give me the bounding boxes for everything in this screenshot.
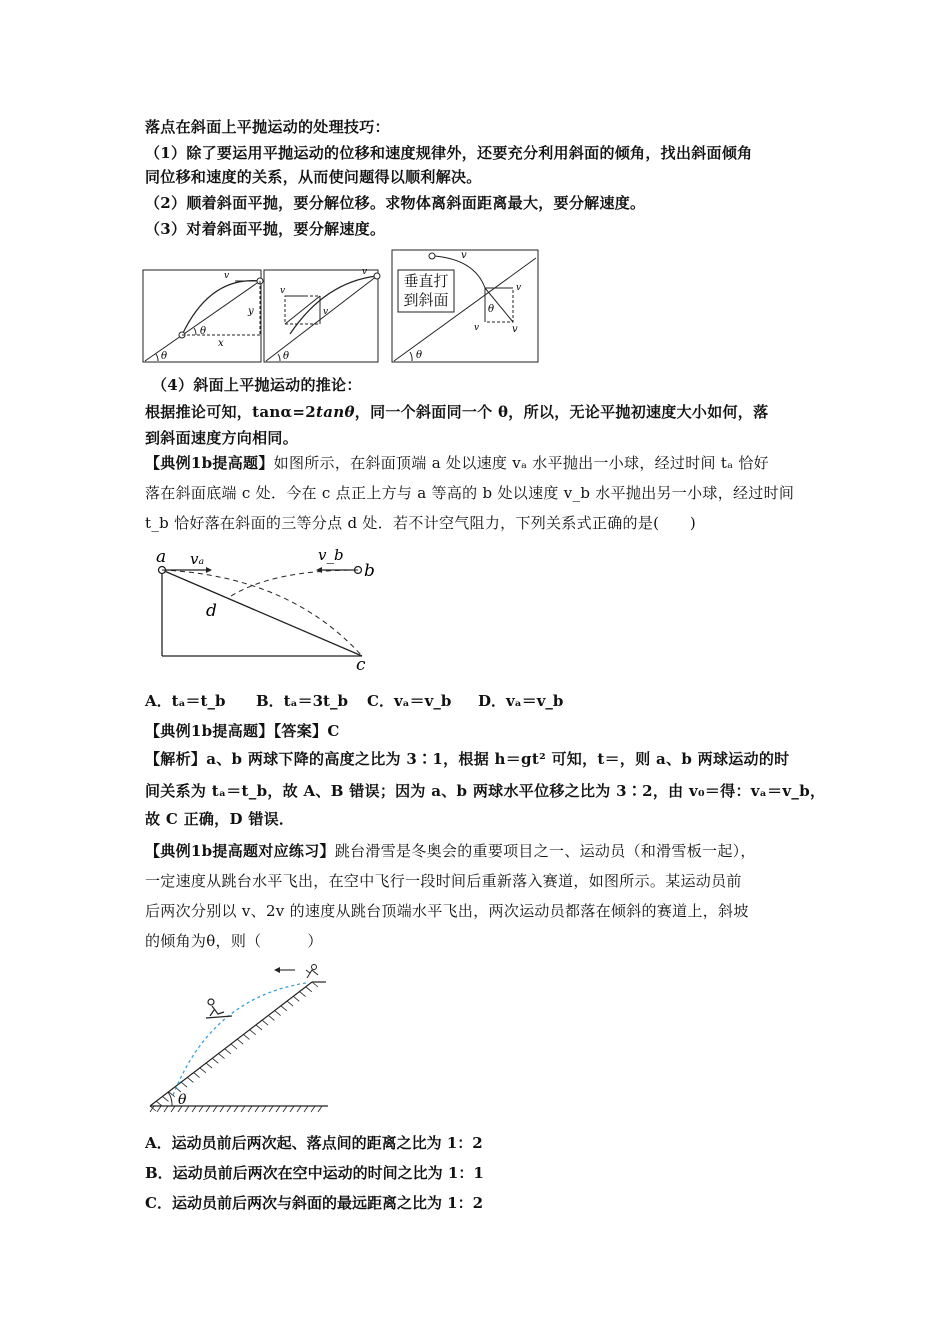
example2-option-b: B．运动员前后两次在空中运动的时间之比为 1：1 xyxy=(145,1164,484,1182)
hatch-mark xyxy=(281,1006,287,1011)
tip-line-1: （1）除了要运用平抛运动的位移和速度规律外，还要充分利用斜面的倾角，找出斜面倾角 xyxy=(145,144,753,162)
ground-hatch-mark xyxy=(318,1106,322,1112)
panel3-v-label: v xyxy=(512,324,518,335)
ground-hatch-mark xyxy=(213,1106,217,1112)
hatch-mark xyxy=(225,1049,231,1054)
slope-theta: θ xyxy=(178,1092,187,1108)
panel-displacement xyxy=(143,270,263,362)
skier-air-icon xyxy=(206,999,232,1018)
ground-hatch-mark xyxy=(255,1106,259,1112)
example1-text-1: 如图所示，在斜面顶端 a 处以速度 vₐ 水平抛出一小球，经过时间 tₐ 恰好 xyxy=(273,454,769,472)
point-b-label: b xyxy=(364,561,375,581)
hatch-mark xyxy=(237,1039,243,1044)
perpendicular-box-label: 垂直打到斜面 xyxy=(403,272,449,309)
example1-answer: 【典例1b提高题】【答案】C xyxy=(145,722,340,740)
example2-line-1 xyxy=(145,840,756,861)
inference-text-c: ，同一个斜面同一个 θ，所以，无论平抛初速度大小如何，落 xyxy=(354,403,769,421)
skier-top-icon xyxy=(306,965,318,979)
incline-projectile-figure xyxy=(140,246,540,366)
hatch-mark xyxy=(162,1096,168,1101)
ground-hatch-mark xyxy=(262,1106,266,1112)
ground-hatch-mark xyxy=(276,1106,280,1112)
tip-line-2: 同位移和速度的关系，从而使问题得以顺利解决。 xyxy=(145,168,482,186)
va-label: vₐ xyxy=(190,550,205,568)
hatch-mark xyxy=(219,1054,225,1059)
ground-hatch-mark xyxy=(311,1106,315,1112)
example1-option-c: C．vₐ＝v_b xyxy=(367,692,452,710)
panel2-theta: θ xyxy=(283,351,290,362)
hatch-mark xyxy=(275,1011,281,1016)
heading: 落点在斜面上平抛运动的处理技巧： xyxy=(145,118,390,136)
analysis-line-3: 故 C 正确，D 错误． xyxy=(145,810,295,828)
ground-hatch-mark xyxy=(206,1106,210,1112)
example1-figure xyxy=(150,546,390,676)
example1-line-2: 落在斜面底端 c 处．今在 c 点正上方与 a 等高的 b 处以速度 v_b 水平抛出另一小球，经过时间 xyxy=(145,484,795,502)
panel3-theta-2: θ xyxy=(488,304,495,315)
ski-jump-figure xyxy=(140,958,340,1118)
panel1-theta-2: θ xyxy=(200,326,207,337)
panel1-y-label: y xyxy=(248,306,254,317)
example2-line-3: 后两次分别以 v、2v 的速度从跳台顶端水平飞出，两次运动员都落在倾斜的赛道上，斜坡 xyxy=(145,902,749,920)
tip-line-3: （2）顺着斜面平抛，要分解位移。求物体离斜面距离最大，要分解速度。 xyxy=(145,194,646,212)
example1-option-b: B．tₐ＝3t_b xyxy=(256,692,348,710)
panel1-theta: θ xyxy=(161,351,168,362)
ground-hatch-mark xyxy=(192,1106,196,1112)
example1-tag: 【典例1b提高题】 xyxy=(145,454,274,472)
panel1-x-label: x xyxy=(218,338,224,349)
example1-line-1 xyxy=(145,452,769,473)
hatch-mark xyxy=(206,1063,212,1068)
hatch-mark xyxy=(300,992,306,997)
panel3-vx-label: v xyxy=(516,283,522,293)
panel3-vy-label: v xyxy=(474,323,480,333)
hatch-mark xyxy=(287,1001,293,1006)
example2-option-a: A．运动员前后两次起、落点间的距离之比为 1：2 xyxy=(145,1134,483,1152)
panel2-v0-label: v xyxy=(362,267,368,277)
ground-hatch-mark xyxy=(199,1106,203,1112)
hatch-mark xyxy=(293,996,299,1001)
vb-label: v_b xyxy=(318,546,344,564)
slope-hatching xyxy=(150,982,322,1112)
ground-hatch-mark xyxy=(304,1106,308,1112)
ground-hatch-mark xyxy=(297,1106,301,1112)
example1-line-3: t_b 恰好落在斜面的三等分点 d 处．若不计空气阻力，下列关系式正确的是( ) xyxy=(145,514,697,532)
hatch-mark xyxy=(250,1030,256,1035)
ground-hatch-mark xyxy=(269,1106,273,1112)
ground-hatch-mark xyxy=(283,1106,287,1112)
panel2-vy-label: v xyxy=(323,307,329,317)
hatch-mark xyxy=(262,1020,268,1025)
hatch-mark xyxy=(194,1073,200,1078)
example1-option-a: A．tₐ＝t_b xyxy=(145,692,226,710)
inference-title: （4）斜面上平抛运动的推论： xyxy=(152,376,362,394)
example2-line-2: 一定速度从跳台水平飞出，在空中飞行一段时间后重新落入赛道，如图所示。某运动员前 xyxy=(145,872,742,890)
panel-velocity xyxy=(264,270,380,362)
example2-line-4: 的倾角为θ，则（ ） xyxy=(145,932,323,950)
ground-hatch-mark xyxy=(234,1106,238,1112)
hatch-mark xyxy=(212,1058,218,1063)
inference-text-a: 根据推论可知，tanα=2 xyxy=(145,403,317,421)
example2-tag: 【典例1b提高题对应练习】 xyxy=(145,842,335,860)
hatch-mark xyxy=(312,982,318,987)
analysis-line-2: 间关系为 tₐ＝t_b，故 A、B 错误；因为 a、b 两球水平位移之比为 3∶2，由 v₀＝得：vₐ＝v_b， xyxy=(145,782,826,800)
ground-hatch-mark xyxy=(157,1106,161,1112)
example1-option-d: D．vₐ＝v_b xyxy=(478,692,564,710)
inference-text-b: tanθ xyxy=(316,403,355,421)
panel2-vx-label: v xyxy=(280,286,286,296)
panel3-v0-label: v xyxy=(461,250,467,261)
panel1-v0-label: v xyxy=(224,271,230,281)
point-a-label: a xyxy=(156,547,167,567)
example2-text-1: 跳台滑雪是冬奥会的重要项目之一、运动员（和滑雪板一起）， xyxy=(334,842,756,860)
inference-line-1 xyxy=(145,401,768,422)
hatch-mark xyxy=(200,1068,206,1073)
hatch-mark xyxy=(268,1015,274,1020)
point-c-label: c xyxy=(356,655,366,675)
hatch-mark xyxy=(256,1025,262,1030)
hatch-mark xyxy=(181,1082,187,1087)
hatch-mark xyxy=(243,1034,249,1039)
inference-line-2: 到斜面速度方向相同。 xyxy=(145,429,299,447)
ground-hatch-mark xyxy=(290,1106,294,1112)
hatch-mark xyxy=(306,987,312,992)
hatch-mark xyxy=(231,1044,237,1049)
example2-option-c: C．运动员前后两次与斜面的最远距离之比为 1：2 xyxy=(145,1194,484,1212)
ground-hatch-mark xyxy=(241,1106,245,1112)
tip-line-4: （3）对着斜面平抛，要分解速度。 xyxy=(145,220,386,238)
ground-hatch-mark xyxy=(248,1106,252,1112)
analysis-line-1: 【解析】a、b 两球下降的高度之比为 3∶1，根据 h＝gt² 可知，t＝，则 a、b 两球运动的时 xyxy=(145,750,790,768)
hatch-mark xyxy=(187,1077,193,1082)
ground-hatch-mark xyxy=(220,1106,224,1112)
ground-hatch-mark xyxy=(227,1106,231,1112)
ground-hatch-mark xyxy=(164,1106,168,1112)
ground-hatch-mark xyxy=(171,1106,175,1112)
point-d-label: d xyxy=(206,601,217,621)
panel3-theta: θ xyxy=(416,350,423,361)
